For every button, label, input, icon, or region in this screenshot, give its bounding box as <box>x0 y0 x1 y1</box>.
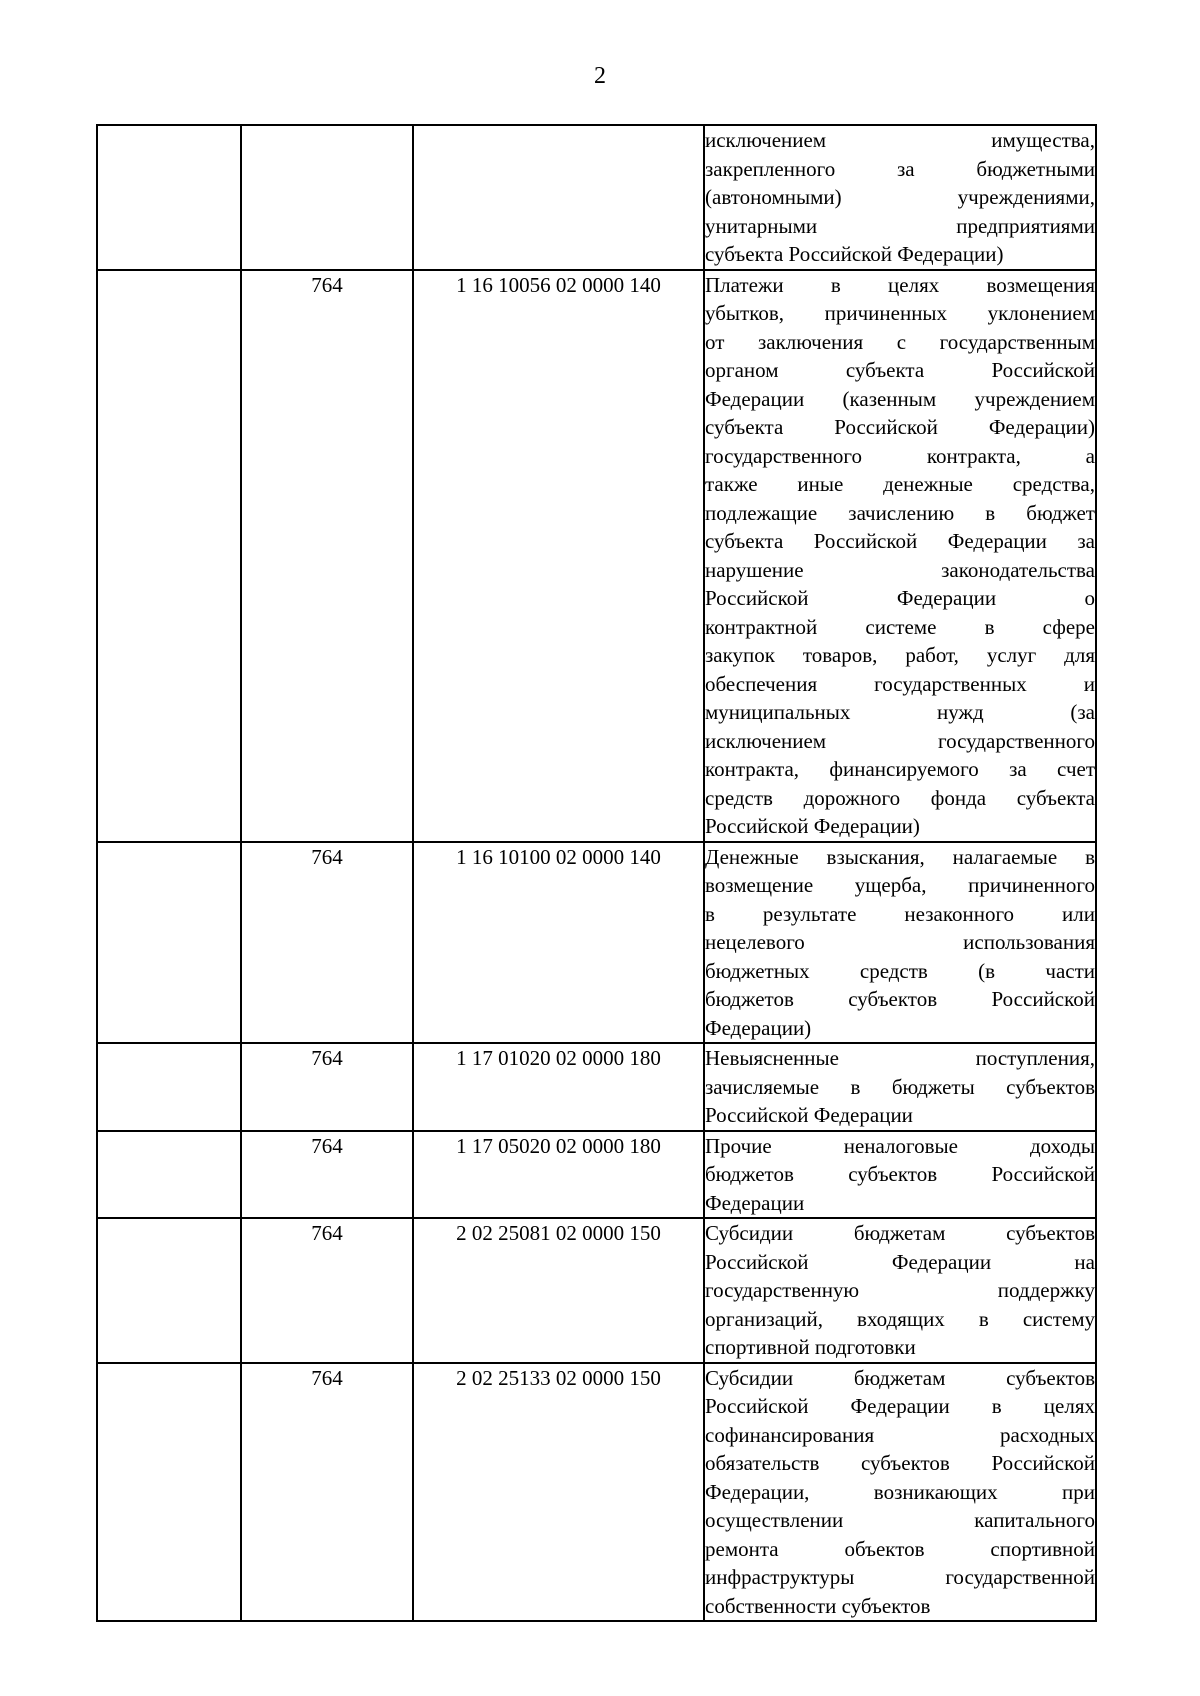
empty-cell <box>97 125 241 270</box>
revenue-name-line: осуществлении капитального <box>705 1508 1095 1532</box>
budget-classification-code-cell <box>413 125 704 270</box>
revenue-name-line: контракта, финансируемого за счет <box>705 757 1095 781</box>
revenue-name-line: закрепленного за бюджетными <box>705 156 1095 181</box>
revenue-name-line: Федерации (казенным учреждением <box>705 386 1095 411</box>
revenue-name-cell <box>704 1363 1096 1622</box>
empty-cell <box>97 1131 241 1219</box>
administrator-code-cell: 764 <box>241 270 413 842</box>
revenue-name-line: софинансирования расходных <box>705 1422 1095 1447</box>
revenue-name-cell <box>704 1131 1096 1219</box>
table-row <box>97 1131 1096 1219</box>
revenue-name-line: бюджетов субъектов Российской <box>705 1162 1095 1186</box>
budget-classification-code-cell: 2 02 25133 02 0000 150 <box>413 1363 704 1622</box>
revenue-name-line: Невыясненные поступления, <box>705 1046 1095 1070</box>
revenue-name-line: организаций, входящих в систему <box>705 1306 1095 1331</box>
empty-cell <box>97 1363 241 1622</box>
table-row <box>97 842 1096 1044</box>
revenue-name-line: Федерации <box>705 1190 805 1215</box>
revenue-name-line: также иные денежные средства, <box>705 472 1095 496</box>
page-number: 2 <box>594 63 606 89</box>
revenue-name-line: инфраструктуры государственной <box>705 1565 1095 1589</box>
table-row <box>97 1043 1096 1131</box>
revenue-name-line: субъекта Российской Федерации за <box>705 529 1095 553</box>
revenue-name-line: бюджетных средств (в части <box>705 958 1095 983</box>
revenue-name-line: государственную поддержку <box>705 1278 1095 1302</box>
table-body <box>97 125 1096 1621</box>
revenue-name-line: убытков, причиненных уклонением <box>705 301 1095 325</box>
revenue-name-line: нецелевого использования <box>705 930 1095 954</box>
revenue-name-cell <box>704 842 1096 1044</box>
empty-cell <box>97 842 241 1044</box>
revenue-name-line: субъекта Российской Федерации) <box>705 242 1004 266</box>
revenue-name-line: Субсидии бюджетам субъектов <box>705 1365 1095 1390</box>
revenue-name-line: Субсидии бюджетам субъектов <box>705 1221 1095 1245</box>
revenue-name-line: Федерации, возникающих при <box>705 1479 1095 1504</box>
administrator-code-cell: 764 <box>241 1218 413 1363</box>
budget-classification-code-cell: 1 17 05020 02 0000 180 <box>413 1131 704 1219</box>
budget-classification-code-cell: 1 16 10100 02 0000 140 <box>413 842 704 1044</box>
table-row <box>97 125 1096 270</box>
revenue-name-line: (автономными) учреждениями, <box>705 185 1095 209</box>
revenue-name-cell <box>704 1043 1096 1131</box>
revenue-name-line: Федерации) <box>705 1015 812 1040</box>
budget-classification-code-cell: 1 16 10056 02 0000 140 <box>413 270 704 842</box>
revenue-name-line: средств дорожного фонда субъекта <box>705 785 1095 810</box>
revenue-name-line: Российской Федерации) <box>705 814 920 838</box>
revenue-name-line: бюджетов субъектов Российской <box>705 987 1095 1011</box>
revenue-name-cell <box>704 270 1096 842</box>
revenue-name-line: Российской Федерации на <box>705 1249 1095 1274</box>
revenue-name-line: контрактной системе в сфере <box>705 614 1095 639</box>
administrator-code-cell: 764 <box>241 842 413 1044</box>
empty-cell <box>97 1043 241 1131</box>
revenue-name-line: в результате незаконного или <box>705 901 1095 926</box>
revenue-name-line: муниципальных нужд (за <box>705 700 1095 724</box>
revenue-name-line: спортивной подготовки <box>705 1335 916 1359</box>
revenue-name-line: Прочие неналоговые доходы <box>705 1133 1095 1158</box>
revenue-name-line: собственности субъектов <box>705 1593 931 1618</box>
revenue-name-line: Российской Федерации в целях <box>705 1394 1095 1418</box>
revenue-name-line: Российской Федерации о <box>705 586 1095 610</box>
budget-classification-code-cell: 2 02 25081 02 0000 150 <box>413 1218 704 1363</box>
revenue-name-line: подлежащие зачислению в бюджет <box>705 500 1095 525</box>
revenue-name-line: от заключения с государственным <box>705 329 1095 354</box>
revenue-name-line: унитарными предприятиями <box>705 213 1095 238</box>
revenue-name-line: ремонта объектов спортивной <box>705 1536 1095 1561</box>
revenue-name-line: Платежи в целях возмещения <box>705 272 1095 297</box>
revenue-name-line: обеспечения государственных и <box>705 671 1095 696</box>
revenue-name-line: органом субъекта Российской <box>705 358 1095 382</box>
revenue-name-line: исключением государственного <box>705 728 1095 753</box>
revenue-name-line: Российской Федерации <box>705 1103 913 1127</box>
budget-classification-code-cell: 1 17 01020 02 0000 180 <box>413 1043 704 1131</box>
empty-cell <box>97 1218 241 1363</box>
revenue-name-cell <box>704 1218 1096 1363</box>
administrator-code-cell: 764 <box>241 1363 413 1622</box>
revenue-name-cell <box>704 125 1096 270</box>
revenue-name-line: нарушение законодательства <box>705 557 1095 582</box>
revenue-name-line: субъекта Российской Федерации) <box>705 415 1095 439</box>
revenue-name-line: государственного контракта, а <box>705 443 1095 468</box>
revenue-codes-table <box>96 124 1097 1622</box>
table-row <box>97 1218 1096 1363</box>
revenue-name-line: закупок товаров, работ, услуг для <box>705 643 1095 667</box>
table-row <box>97 270 1096 842</box>
revenue-name-line: Денежные взыскания, налагаемые в <box>705 844 1095 869</box>
revenue-name-line: возмещение ущерба, причиненного <box>705 873 1095 897</box>
administrator-code-cell: 764 <box>241 1043 413 1131</box>
empty-cell <box>97 270 241 842</box>
administrator-code-cell: 764 <box>241 1131 413 1219</box>
revenue-name-line: зачисляемые в бюджеты субъектов <box>705 1074 1095 1099</box>
revenue-name-line: обязательств субъектов Российской <box>705 1451 1095 1475</box>
table-row <box>97 1363 1096 1622</box>
revenue-name-line: исключением имущества, <box>705 128 1095 152</box>
administrator-code-cell <box>241 125 413 270</box>
